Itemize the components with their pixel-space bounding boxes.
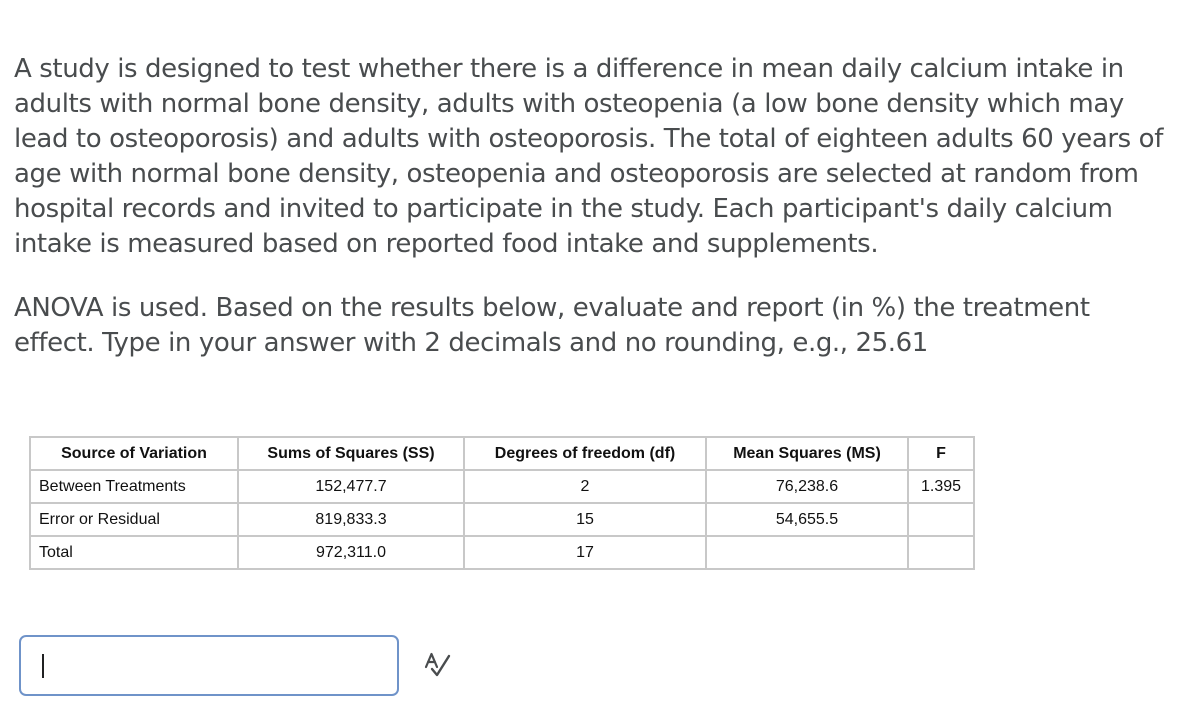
- spell-check-icon[interactable]: [423, 650, 453, 680]
- column-header: Source of Variation: [30, 437, 238, 470]
- table-cell: Between Treatments: [30, 470, 238, 503]
- question-text: [14, 52, 1164, 361]
- column-header: F: [908, 437, 974, 470]
- table-cell: 972,311.0: [238, 536, 464, 569]
- table-row: [30, 503, 974, 536]
- table-cell: 152,477.7: [238, 470, 464, 503]
- anova-table: [29, 436, 975, 570]
- table-cell: [706, 536, 908, 569]
- table-row: [30, 470, 974, 503]
- table-header-row: [30, 437, 974, 470]
- text-caret: [42, 654, 44, 678]
- column-header: Mean Squares (MS): [706, 437, 908, 470]
- table-cell: 819,833.3: [238, 503, 464, 536]
- table-cell: [908, 503, 974, 536]
- table-cell: 54,655.5: [706, 503, 908, 536]
- column-header: Degrees of freedom (df): [464, 437, 706, 470]
- question-paragraph-1: A study is designed to test whether there is a difference in mean daily calcium intake in adults with normal bone density, adults with osteopenia (a low bone density which may lead to osteoporosis) and adults with osteoporosis. The total of eighteen adults 60 years of age with normal bone density, osteopenia and osteoporosis are selected at random from hospital records and invited to participate in the study. Each participant's daily calcium intake is measured based on reported food intake and supplements.: [14, 54, 1163, 259]
- table-cell: 1.395: [908, 470, 974, 503]
- table-cell: Error or Residual: [30, 503, 238, 536]
- table-row: [30, 536, 974, 569]
- table-cell: 15: [464, 503, 706, 536]
- question-paragraph-2: ANOVA is used. Based on the results below, evaluate and report (in %) the treatment effect. Type in your answer with 2 decimals and no rounding, e.g., 25.61: [14, 293, 1090, 358]
- table-cell: 17: [464, 536, 706, 569]
- table-cell: 2: [464, 470, 706, 503]
- table-cell: Total: [30, 536, 238, 569]
- answer-input[interactable]: [19, 635, 399, 696]
- table-cell: 76,238.6: [706, 470, 908, 503]
- table-cell: [908, 536, 974, 569]
- column-header: Sums of Squares (SS): [238, 437, 464, 470]
